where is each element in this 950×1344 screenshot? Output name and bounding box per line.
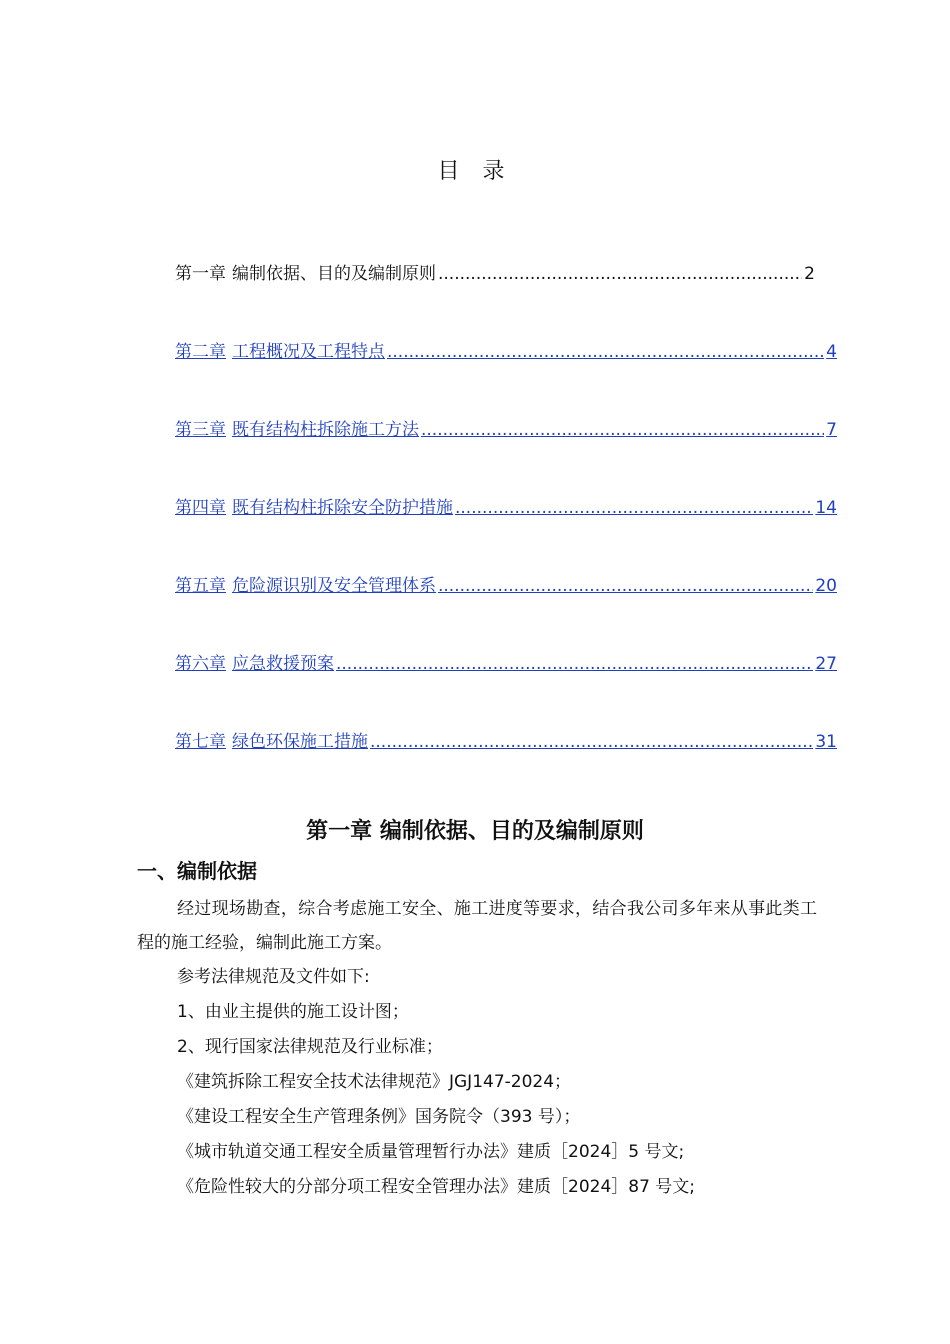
toc-entry-chapter-2[interactable] [175,340,837,418]
toc-chapter-title: 编制依据、目的及编制原则 [232,264,436,284]
toc-entry-chapter-4[interactable] [175,496,837,574]
reference-item: 《危险性较大的分部分项工程安全管理办法》建质［2024］87 号文; [177,1177,696,1197]
toc-page-number: 31 [815,732,837,752]
toc-page-number: 20 [815,576,837,596]
toc-dot-leader [421,418,824,442]
toc-chapter-title: 工程概况及工程特点 [232,342,385,362]
toc-page-number: 27 [815,654,837,674]
toc-dot-leader [438,574,813,598]
toc-chapter-number: 第四章 [175,498,226,518]
toc-chapter-number: 第二章 [175,342,226,362]
toc-entry-chapter-7[interactable] [175,730,837,808]
toc-chapter-title: 绿色环保施工措施 [232,732,368,752]
toc-dot-leader [438,262,802,286]
reference-item: 《建设工程安全生产管理条例》国务院令（393 号）； [177,1107,581,1127]
toc-entry-chapter-5[interactable] [175,574,837,652]
toc-title: 目 录 [437,159,513,184]
toc-chapter-title: 危险源识别及安全管理体系 [232,576,436,596]
reference-item: 2、现行国家法律规范及行业标准； [177,1037,443,1057]
toc-chapter-number: 第五章 [175,576,226,596]
reference-item: 1、由业主提供的施工设计图； [177,1002,409,1022]
references-intro: 参考法律规范及文件如下: [177,967,370,987]
toc-dot-leader [370,730,813,754]
toc-chapter-number: 第一章 [175,264,226,284]
toc-dot-leader [387,340,824,364]
toc-page-number: 4 [826,342,837,362]
toc-page-number: 14 [815,498,837,518]
toc-page-number: 7 [826,420,837,440]
toc-entry-chapter-1[interactable] [175,262,815,340]
intro-paragraph: 经过现场勘查，综合考虑施工安全、施工进度等要求，结合我公司多年来从事此类工程的施工经验，编制此施工方案。 [137,899,817,953]
toc-entry-chapter-6[interactable] [175,652,837,730]
toc-chapter-title: 既有结构柱拆除安全防护措施 [232,498,453,518]
toc-dot-leader [336,652,813,676]
toc-dot-leader [455,496,813,520]
reference-item: 《城市轨道交通工程安全质量管理暂行办法》建质［2024］5 号文; [177,1142,685,1162]
toc-chapter-number: 第六章 [175,654,226,674]
chapter-heading: 第一章 编制依据、目的及编制原则 [306,819,644,844]
toc-entry-chapter-3[interactable] [175,418,837,496]
section-heading: 一、编制依据 [137,859,257,883]
toc-chapter-number: 第七章 [175,732,226,752]
body-text [137,892,817,1205]
toc-page-number: 2 [804,264,815,284]
toc-chapter-title: 既有结构柱拆除施工方法 [232,420,419,440]
toc-chapter-title: 应急救援预案 [232,654,334,674]
toc-chapter-number: 第三章 [175,420,226,440]
table-of-contents [175,262,837,808]
reference-item: 《建筑拆除工程安全技术法律规范》JGJ147-2024； [177,1072,572,1092]
